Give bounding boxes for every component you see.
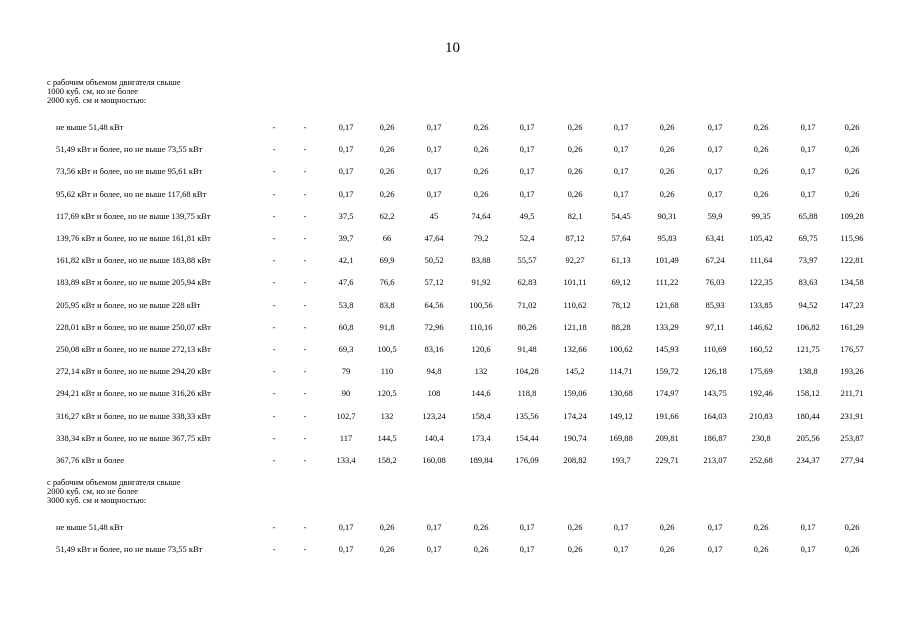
value-cell: 111,22 xyxy=(655,277,679,288)
value-cell: 133,29 xyxy=(655,321,679,332)
value-cell: 0,17 xyxy=(613,166,629,177)
table-row xyxy=(0,299,905,311)
value-cell: 94,8 xyxy=(426,366,442,377)
value-cell: 0,17 xyxy=(800,122,816,132)
value-cell: 0,17 xyxy=(519,544,535,555)
value-cell: 122,35 xyxy=(749,277,773,288)
value-cell: 76,03 xyxy=(705,277,725,288)
value-cell: 101,49 xyxy=(655,255,679,266)
value-cell: 0,26 xyxy=(659,544,675,555)
table-row xyxy=(0,387,905,399)
value-cell: 0,26 xyxy=(473,144,489,155)
value-cell: 95,83 xyxy=(657,233,677,243)
value-cell: 144,5 xyxy=(377,432,397,443)
empty-cell-dash: - xyxy=(272,299,276,310)
value-cell: 0,26 xyxy=(844,544,860,555)
value-cell: 0,26 xyxy=(379,166,395,177)
row-label: 367,76 кВт и более xyxy=(56,455,125,465)
empty-cell-dash: - xyxy=(272,544,276,555)
empty-cell-dash: - xyxy=(303,344,307,354)
row-label: 51,49 кВт и более, но не выше 73,55 кВт xyxy=(56,144,203,155)
value-cell: 0,17 xyxy=(426,544,442,555)
row-label: 139,76 кВт и более, но не выше 161,81 кВт xyxy=(56,233,211,243)
value-cell: 176,57 xyxy=(840,344,864,354)
empty-cell-dash: - xyxy=(272,410,276,421)
value-cell: 85,93 xyxy=(705,299,725,310)
value-cell: 0,17 xyxy=(426,122,442,132)
value-cell: 173,4 xyxy=(471,432,491,443)
value-cell: 100,56 xyxy=(469,299,493,310)
value-cell: 205,56 xyxy=(796,432,820,443)
empty-cell-dash: - xyxy=(303,122,307,132)
value-cell: 0,26 xyxy=(473,122,489,132)
value-cell: 133,85 xyxy=(749,299,773,310)
value-cell: 66 xyxy=(382,233,392,243)
value-cell: 0,17 xyxy=(426,522,442,532)
row-label: 161,82 кВт и более, но не выше 183,88 кВт xyxy=(56,255,211,266)
value-cell: 169,88 xyxy=(609,432,633,443)
value-cell: 0,17 xyxy=(707,544,723,555)
value-cell: 132,66 xyxy=(563,344,587,354)
value-cell: 0,26 xyxy=(379,544,395,555)
value-cell: 0,17 xyxy=(707,188,723,199)
value-cell: 213,07 xyxy=(703,455,727,465)
value-cell: 69,9 xyxy=(379,255,395,266)
value-cell: 0,26 xyxy=(753,188,769,199)
value-cell: 0,26 xyxy=(567,188,583,199)
value-cell: 76,6 xyxy=(379,277,395,288)
value-cell: 91,92 xyxy=(471,277,491,288)
row-label: не выше 51,48 кВт xyxy=(56,522,124,532)
table-row xyxy=(0,410,905,422)
value-cell: 0,17 xyxy=(707,144,723,155)
value-cell: 97,11 xyxy=(705,321,725,332)
value-cell: 0,17 xyxy=(338,188,354,199)
value-cell: 0,26 xyxy=(567,144,583,155)
value-cell: 0,26 xyxy=(753,544,769,555)
value-cell: 37,5 xyxy=(338,210,354,221)
value-cell: 39,7 xyxy=(338,233,354,243)
empty-cell-dash: - xyxy=(272,166,276,177)
value-cell: 0,17 xyxy=(338,166,354,177)
table-row xyxy=(0,343,905,355)
value-cell: 0,17 xyxy=(707,166,723,177)
value-cell: 78,12 xyxy=(611,299,631,310)
value-cell: 138,8 xyxy=(798,366,818,377)
empty-cell-dash: - xyxy=(272,233,276,243)
value-cell: 87,12 xyxy=(565,233,585,243)
value-cell: 0,17 xyxy=(519,166,535,177)
value-cell: 159,72 xyxy=(655,366,679,377)
value-cell: 106,82 xyxy=(796,321,820,332)
value-cell: 0,26 xyxy=(567,166,583,177)
value-cell: 176,09 xyxy=(515,455,539,465)
value-cell: 91,8 xyxy=(379,321,395,332)
value-cell: 47,6 xyxy=(338,277,354,288)
value-cell: 80,26 xyxy=(517,321,537,332)
value-cell: 0,17 xyxy=(800,544,816,555)
value-cell: 105,42 xyxy=(749,233,773,243)
value-cell: 231,91 xyxy=(840,410,864,421)
empty-cell-dash: - xyxy=(272,144,276,155)
value-cell: 67,24 xyxy=(705,255,725,266)
value-cell: 104,28 xyxy=(515,366,539,377)
value-cell: 72,96 xyxy=(424,321,444,332)
value-cell: 0,17 xyxy=(519,188,535,199)
row-label: 316,27 кВт и более, но не выше 338,33 кВт xyxy=(56,410,211,421)
row-label: 183,89 кВт и более, но не выше 205,94 кВт xyxy=(56,277,211,288)
value-cell: 209,81 xyxy=(655,432,679,443)
value-cell: 94,52 xyxy=(798,299,818,310)
value-cell: 159,06 xyxy=(563,388,587,399)
value-cell: 0,17 xyxy=(613,544,629,555)
value-cell: 54,45 xyxy=(611,210,631,221)
value-cell: 122,81 xyxy=(840,255,864,266)
value-cell: 0,26 xyxy=(379,522,395,532)
value-cell: 42,1 xyxy=(338,255,354,266)
value-cell: 110,69 xyxy=(703,344,727,354)
value-cell: 88,28 xyxy=(611,321,631,332)
value-cell: 121,18 xyxy=(563,321,587,332)
value-cell: 193,7 xyxy=(611,455,631,465)
value-cell: 117 xyxy=(339,432,353,443)
value-cell: 0,26 xyxy=(659,188,675,199)
value-cell: 192,46 xyxy=(749,388,773,399)
section-heading: с рабочим объемом двигателя свыше 2000 куб. см, но не более 3000 куб. см и мощностью: xyxy=(47,477,181,505)
value-cell: 59,9 xyxy=(707,210,723,221)
value-cell: 144,6 xyxy=(471,388,491,399)
value-cell: 0,26 xyxy=(844,188,860,199)
table-row xyxy=(0,143,905,155)
value-cell: 146,62 xyxy=(749,321,773,332)
empty-cell-dash: - xyxy=(303,321,307,332)
value-cell: 64,56 xyxy=(424,299,444,310)
value-cell: 100,5 xyxy=(377,344,397,354)
value-cell: 118,8 xyxy=(517,388,537,399)
value-cell: 0,26 xyxy=(659,122,675,132)
value-cell: 120,5 xyxy=(377,388,397,399)
value-cell: 0,26 xyxy=(844,522,860,532)
row-label: 294,21 кВт и более, но не выше 316,26 кВт xyxy=(56,388,211,399)
value-cell: 0,17 xyxy=(519,522,535,532)
value-cell: 110,62 xyxy=(563,299,587,310)
row-label: 51,49 кВт и более, но не выше 73,55 кВт xyxy=(56,544,203,555)
table-row xyxy=(0,121,905,133)
value-cell: 111,64 xyxy=(749,255,773,266)
empty-cell-dash: - xyxy=(303,144,307,155)
page-number: 10 xyxy=(445,40,460,56)
value-cell: 120,6 xyxy=(471,344,491,354)
value-cell: 0,26 xyxy=(753,144,769,155)
empty-cell-dash: - xyxy=(272,388,276,399)
value-cell: 186,87 xyxy=(703,432,727,443)
value-cell: 0,17 xyxy=(613,122,629,132)
row-label: 250,08 кВт и более, но не выше 272,13 кВт xyxy=(56,344,211,354)
row-label: не выше 51,48 кВт xyxy=(56,122,124,132)
value-cell: 115,96 xyxy=(840,233,864,243)
value-cell: 145,93 xyxy=(655,344,679,354)
empty-cell-dash: - xyxy=(272,432,276,443)
value-cell: 49,5 xyxy=(519,210,535,221)
value-cell: 277,94 xyxy=(840,455,864,465)
value-cell: 61,13 xyxy=(611,255,631,266)
value-cell: 83,88 xyxy=(471,255,491,266)
value-cell: 83,63 xyxy=(798,277,818,288)
value-cell: 149,12 xyxy=(609,410,633,421)
value-cell: 55,57 xyxy=(517,255,537,266)
value-cell: 0,26 xyxy=(659,144,675,155)
value-cell: 121,68 xyxy=(655,299,679,310)
value-cell: 208,82 xyxy=(563,455,587,465)
row-label: 228,01 кВт и более, но не выше 250,07 кВт xyxy=(56,321,211,332)
value-cell: 0,26 xyxy=(753,522,769,532)
value-cell: 180,44 xyxy=(796,410,820,421)
value-cell: 83,16 xyxy=(424,344,444,354)
empty-cell-dash: - xyxy=(272,188,276,199)
value-cell: 0,26 xyxy=(659,522,675,532)
value-cell: 69,3 xyxy=(338,344,354,354)
value-cell: 114,71 xyxy=(609,366,633,377)
value-cell: 0,17 xyxy=(707,522,723,532)
value-cell: 0,26 xyxy=(567,122,583,132)
value-cell: 147,23 xyxy=(840,299,864,310)
value-cell: 60,8 xyxy=(338,321,354,332)
value-cell: 0,17 xyxy=(426,144,442,155)
empty-cell-dash: - xyxy=(303,366,307,377)
value-cell: 108 xyxy=(427,388,441,399)
value-cell: 0,26 xyxy=(659,166,675,177)
value-cell: 0,26 xyxy=(473,522,489,532)
value-cell: 161,29 xyxy=(840,321,864,332)
empty-cell-dash: - xyxy=(272,321,276,332)
value-cell: 140,4 xyxy=(424,432,444,443)
value-cell: 0,17 xyxy=(338,122,354,132)
value-cell: 74,64 xyxy=(471,210,491,221)
empty-cell-dash: - xyxy=(303,544,307,555)
value-cell: 73,97 xyxy=(798,255,818,266)
value-cell: 101,11 xyxy=(563,277,587,288)
empty-cell-dash: - xyxy=(272,255,276,266)
value-cell: 234,37 xyxy=(796,455,820,465)
row-label: 95,62 кВт и более, но не выше 117,68 кВт xyxy=(56,188,207,199)
value-cell: 0,17 xyxy=(800,144,816,155)
value-cell: 90,31 xyxy=(657,210,677,221)
value-cell: 71,02 xyxy=(517,299,537,310)
section-heading: с рабочим объемом двигателя свыше 1000 куб. см, но не более 2000 куб. см и мощностью: xyxy=(47,77,181,105)
value-cell: 0,17 xyxy=(800,188,816,199)
value-cell: 52,4 xyxy=(519,233,535,243)
value-cell: 65,88 xyxy=(798,210,818,221)
value-cell: 132 xyxy=(474,366,488,377)
value-cell: 0,17 xyxy=(519,144,535,155)
value-cell: 0,17 xyxy=(338,522,354,532)
value-cell: 99,35 xyxy=(751,210,771,221)
value-cell: 143,75 xyxy=(703,388,727,399)
value-cell: 145,2 xyxy=(565,366,585,377)
value-cell: 0,26 xyxy=(379,188,395,199)
value-cell: 0,26 xyxy=(567,522,583,532)
value-cell: 253,87 xyxy=(840,432,864,443)
row-label: 205,95 кВт и более, но не выше 228 кВт xyxy=(56,299,201,310)
value-cell: 229,71 xyxy=(655,455,679,465)
row-label: 117,69 кВт и более, но не выше 139,75 кВт xyxy=(56,210,211,221)
value-cell: 0,26 xyxy=(473,544,489,555)
value-cell: 0,17 xyxy=(338,544,354,555)
value-cell: 109,28 xyxy=(840,210,864,221)
value-cell: 0,26 xyxy=(473,188,489,199)
table-row xyxy=(0,188,905,200)
value-cell: 211,71 xyxy=(840,388,864,399)
value-cell: 175,69 xyxy=(749,366,773,377)
value-cell: 91,48 xyxy=(517,344,537,354)
table-row xyxy=(0,165,905,177)
value-cell: 158,12 xyxy=(796,388,820,399)
value-cell: 0,17 xyxy=(613,144,629,155)
empty-cell-dash: - xyxy=(303,410,307,421)
value-cell: 0,26 xyxy=(844,122,860,132)
value-cell: 62,83 xyxy=(517,277,537,288)
empty-cell-dash: - xyxy=(272,210,276,221)
value-cell: 160,08 xyxy=(422,455,446,465)
value-cell: 158,4 xyxy=(471,410,491,421)
value-cell: 126,18 xyxy=(703,366,727,377)
value-cell: 0,17 xyxy=(426,188,442,199)
value-cell: 79,2 xyxy=(473,233,489,243)
value-cell: 160,52 xyxy=(749,344,773,354)
value-cell: 0,17 xyxy=(800,166,816,177)
value-cell: 50,52 xyxy=(424,255,444,266)
value-cell: 92,27 xyxy=(565,255,585,266)
empty-cell-dash: - xyxy=(272,277,276,288)
value-cell: 0,26 xyxy=(844,144,860,155)
value-cell: 0,17 xyxy=(519,122,535,132)
value-cell: 191,66 xyxy=(655,410,679,421)
table-row xyxy=(0,432,905,444)
value-cell: 190,74 xyxy=(563,432,587,443)
empty-cell-dash: - xyxy=(303,432,307,443)
empty-cell-dash: - xyxy=(303,233,307,243)
value-cell: 0,26 xyxy=(753,166,769,177)
value-cell: 0,17 xyxy=(426,166,442,177)
table-row xyxy=(0,521,905,533)
value-cell: 62,2 xyxy=(379,210,395,221)
empty-cell-dash: - xyxy=(272,522,276,532)
empty-cell-dash: - xyxy=(303,210,307,221)
empty-cell-dash: - xyxy=(272,344,276,354)
row-label: 338,34 кВт и более, но не выше 367,75 кВт xyxy=(56,432,211,443)
value-cell: 0,17 xyxy=(613,188,629,199)
empty-cell-dash: - xyxy=(303,277,307,288)
value-cell: 0,26 xyxy=(844,166,860,177)
value-cell: 57,12 xyxy=(424,277,444,288)
value-cell: 63,41 xyxy=(705,233,725,243)
value-cell: 53,8 xyxy=(338,299,354,310)
value-cell: 174,24 xyxy=(563,410,587,421)
value-cell: 110,16 xyxy=(469,321,493,332)
value-cell: 132 xyxy=(380,410,394,421)
value-cell: 90 xyxy=(341,388,351,399)
value-cell: 79 xyxy=(341,366,351,377)
table-row xyxy=(0,254,905,266)
table-row xyxy=(0,232,905,244)
table-row xyxy=(0,365,905,377)
value-cell: 123,24 xyxy=(422,410,446,421)
value-cell: 0,17 xyxy=(613,522,629,532)
value-cell: 0,26 xyxy=(379,144,395,155)
empty-cell-dash: - xyxy=(303,522,307,532)
value-cell: 210,83 xyxy=(749,410,773,421)
value-cell: 82,1 xyxy=(567,210,583,221)
value-cell: 0,26 xyxy=(473,166,489,177)
value-cell: 102,7 xyxy=(336,410,356,421)
table-row xyxy=(0,543,905,555)
value-cell: 121,75 xyxy=(796,344,820,354)
value-cell: 135,56 xyxy=(515,410,539,421)
value-cell: 0,26 xyxy=(567,544,583,555)
table-row xyxy=(0,276,905,288)
value-cell: 69,75 xyxy=(798,233,818,243)
value-cell: 130,68 xyxy=(609,388,633,399)
value-cell: 45 xyxy=(429,210,439,221)
value-cell: 100,62 xyxy=(609,344,633,354)
empty-cell-dash: - xyxy=(303,255,307,266)
value-cell: 83,8 xyxy=(379,299,395,310)
empty-cell-dash: - xyxy=(272,455,276,465)
empty-cell-dash: - xyxy=(303,166,307,177)
value-cell: 133,4 xyxy=(336,455,356,465)
value-cell: 0,17 xyxy=(707,122,723,132)
value-cell: 0,26 xyxy=(753,122,769,132)
row-label: 73,56 кВт и более, но не выше 95,61 кВт xyxy=(56,166,203,177)
empty-cell-dash: - xyxy=(303,188,307,199)
value-cell: 69,12 xyxy=(611,277,631,288)
value-cell: 252,68 xyxy=(749,455,773,465)
table-row xyxy=(0,321,905,333)
value-cell: 189,84 xyxy=(469,455,493,465)
empty-cell-dash: - xyxy=(272,366,276,377)
value-cell: 134,58 xyxy=(840,277,864,288)
table-row xyxy=(0,454,905,466)
value-cell: 0,17 xyxy=(800,522,816,532)
value-cell: 193,26 xyxy=(840,366,864,377)
empty-cell-dash: - xyxy=(303,455,307,465)
value-cell: 158,2 xyxy=(377,455,397,465)
empty-cell-dash: - xyxy=(303,388,307,399)
table-row xyxy=(0,210,905,222)
value-cell: 47,64 xyxy=(424,233,444,243)
value-cell: 230,8 xyxy=(751,432,771,443)
value-cell: 110 xyxy=(380,366,394,377)
empty-cell-dash: - xyxy=(303,299,307,310)
value-cell: 0,26 xyxy=(379,122,395,132)
row-label: 272,14 кВт и более, но не выше 294,20 кВт xyxy=(56,366,211,377)
value-cell: 174,97 xyxy=(655,388,679,399)
value-cell: 164,03 xyxy=(703,410,727,421)
value-cell: 0,17 xyxy=(338,144,354,155)
value-cell: 154,44 xyxy=(515,432,539,443)
empty-cell-dash: - xyxy=(272,122,276,132)
value-cell: 57,64 xyxy=(611,233,631,243)
